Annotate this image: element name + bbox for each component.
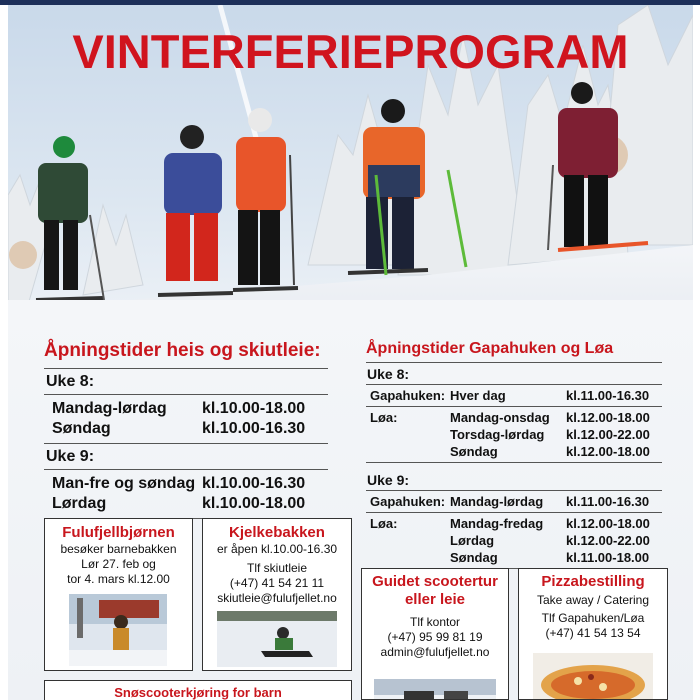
pizza-photo bbox=[533, 653, 653, 699]
hours-row: Man-fre og søndag kl.10.00-16.30 bbox=[52, 475, 306, 492]
gapahuk-hours bbox=[366, 340, 662, 569]
poster-title: VINTERFERIEPROGRAM bbox=[72, 25, 629, 78]
scooter-photo bbox=[374, 679, 496, 700]
gapahuk-hours-heading: Åpningstider Gapahuken og Løa bbox=[366, 340, 614, 357]
box-title: Snøscooterkjøring for barn bbox=[114, 685, 282, 700]
box-line: er åpen kl.10.00-16.30 bbox=[216, 542, 338, 556]
hours-row: Søndag kl.11.00-18.00 bbox=[450, 550, 650, 565]
box-line: tor 4. mars kl.12.00 bbox=[67, 572, 170, 586]
hours-row: Gapahuken: Mandag-lørdag kl.11.00-16.30 bbox=[370, 494, 650, 509]
box-title: Fulufjellbjørnen bbox=[62, 524, 175, 541]
week-label: Uke 9: bbox=[367, 472, 410, 488]
box-line: Tlf kontor bbox=[409, 615, 460, 629]
hours-row: Gapahuken: Hver dag kl.11.00-16.30 bbox=[370, 388, 650, 403]
week-label: Uke 8: bbox=[46, 373, 95, 390]
sled-photo bbox=[217, 611, 337, 667]
box-line: (+47) 41 54 13 54 bbox=[545, 626, 641, 640]
bear-visit-box bbox=[44, 518, 193, 671]
pizza-order-box bbox=[518, 568, 668, 700]
box-line: Take away / Catering bbox=[536, 593, 650, 607]
box-title: Guidet scootertur eller leie bbox=[372, 573, 498, 608]
box-line: besøker barnebakken bbox=[60, 542, 177, 556]
hours-row: Løa: Mandag-fredag kl.12.00-18.00 bbox=[370, 516, 650, 531]
hours-row: Lørdag kl.12.00-22.00 bbox=[450, 533, 650, 548]
bear-photo bbox=[69, 594, 167, 666]
box-line: Tlf Gapahuken/Løa bbox=[541, 611, 645, 625]
kids-snowmobile-box bbox=[44, 680, 352, 700]
box-title: Pizzabestilling bbox=[541, 573, 645, 590]
week-label: Uke 8: bbox=[367, 366, 410, 382]
hours-row: Løa: Mandag-onsdag kl.12.00-18.00 bbox=[370, 410, 650, 425]
box-line: (+47) 41 54 21 11 bbox=[229, 576, 325, 590]
sled-hill-box bbox=[202, 518, 352, 671]
scooter-tour-box bbox=[361, 568, 509, 700]
box-line: skiutleie@fulufjellet.no bbox=[217, 591, 337, 605]
hours-row: Søndag kl.12.00-18.00 bbox=[450, 444, 650, 459]
week-label: Uke 9: bbox=[46, 448, 95, 465]
hours-row: Torsdag-lørdag kl.12.00-22.00 bbox=[450, 427, 650, 442]
hours-row: Mandag-lørdag kl.10.00-18.00 bbox=[52, 400, 306, 417]
hours-row: Søndag kl.10.00-16.30 bbox=[52, 420, 306, 437]
lift-hours bbox=[44, 340, 328, 519]
hours-row: Lørdag kl.10.00-18.00 bbox=[52, 495, 306, 512]
box-line: (+47) 95 99 81 19 bbox=[387, 630, 483, 644]
box-line: admin@fulufjellet.no bbox=[380, 645, 490, 659]
box-title: Kjelkebakken bbox=[229, 524, 325, 541]
box-line: Lør 27. feb og bbox=[81, 557, 156, 571]
box-line: Tlf skiutleie bbox=[246, 561, 308, 575]
lift-hours-heading: Åpningstider heis og skiutleie: bbox=[44, 340, 321, 361]
